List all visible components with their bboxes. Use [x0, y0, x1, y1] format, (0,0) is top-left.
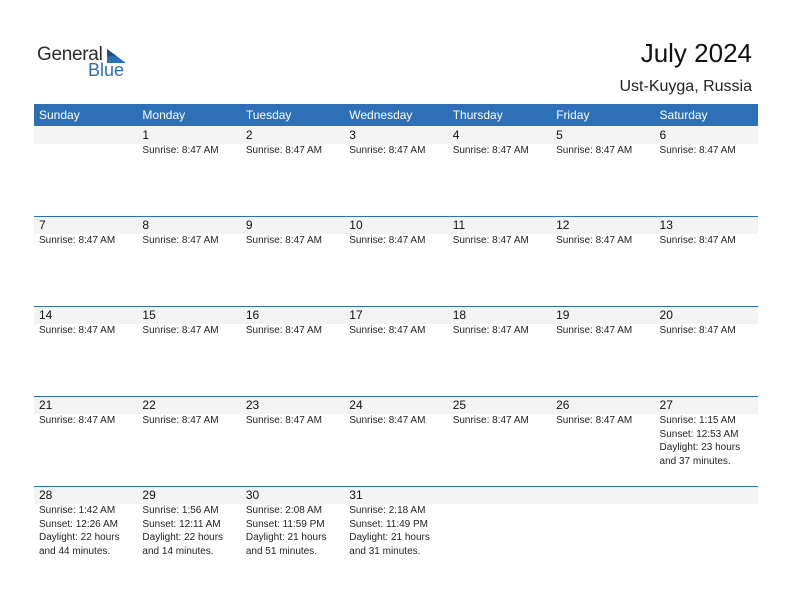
day-cell — [34, 216, 137, 306]
day-number: 30 — [245, 488, 260, 502]
day-cell — [137, 306, 240, 396]
sun-info-text: and 51 minutes. — [245, 545, 318, 557]
sun-info-text: Sunset: 12:53 AM — [659, 428, 739, 440]
day-number: 21 — [39, 398, 53, 412]
day-number: 10 — [349, 218, 363, 232]
day-number: 6 — [659, 128, 667, 142]
day-number: 4 — [452, 128, 460, 142]
day-cell — [34, 486, 137, 576]
weekday-tuesday: Tuesday — [245, 108, 292, 122]
sun-info-text: Sunrise: 8:47 AM — [39, 325, 116, 336]
day-cell — [241, 216, 344, 306]
day-cell — [448, 216, 551, 306]
logo-blue-text: Blue — [88, 60, 125, 80]
day-cell — [241, 306, 344, 396]
weekday-friday: Friday — [556, 108, 590, 122]
day-cell — [344, 126, 447, 216]
weekday-thursday: Thursday — [452, 108, 503, 122]
sun-info-text: Sunrise: 8:47 AM — [142, 415, 219, 426]
sun-info-text: Sunrise: 8:47 AM — [452, 235, 529, 246]
day-number: 12 — [556, 218, 570, 232]
calendar-week-row — [34, 216, 758, 306]
sun-info-text: Sunrise: 8:47 AM — [556, 235, 633, 246]
day-number: 1 — [142, 128, 150, 142]
day-number: 25 — [452, 398, 467, 412]
weekday-wednesday: Wednesday — [349, 108, 413, 122]
day-cell — [448, 396, 551, 486]
day-cell — [344, 306, 447, 396]
day-cell — [551, 396, 654, 486]
weekday-saturday: Saturday — [659, 108, 708, 122]
location-subtitle: Ust-Kuyga, Russia — [619, 78, 752, 95]
day-cell — [241, 126, 344, 216]
sun-info-text: Daylight: 22 hours — [142, 532, 224, 543]
day-cell — [551, 306, 654, 396]
day-number: 9 — [245, 218, 253, 232]
sun-info-text: Sunrise: 8:47 AM — [452, 145, 529, 156]
day-cell — [655, 396, 758, 486]
calendar — [34, 104, 758, 576]
day-number: 24 — [349, 398, 363, 412]
day-number: 31 — [349, 488, 363, 502]
page-title: July 2024 — [640, 38, 752, 68]
day-cell — [344, 216, 447, 306]
sun-info-text: Sunrise: 2:18 AM — [349, 505, 426, 516]
logo-general-text: General — [37, 44, 103, 65]
sun-info-text: Sunset: 12:26 AM — [39, 518, 118, 530]
sun-info-text: Sunrise: 8:47 AM — [142, 325, 219, 336]
day-number: 27 — [659, 398, 673, 412]
day-cell — [551, 216, 654, 306]
weekday-header — [34, 104, 758, 126]
day-number: 5 — [556, 128, 563, 142]
day-number: 8 — [142, 218, 150, 232]
empty-day-cell — [34, 126, 137, 216]
sun-info-text: Sunrise: 8:47 AM — [556, 415, 633, 426]
sun-info-text: Sunrise: 8:47 AM — [142, 145, 219, 156]
sun-info-text: and 44 minutes. — [39, 545, 111, 557]
calendar-week-row — [34, 486, 758, 576]
calendar-weeks — [34, 126, 758, 576]
sun-info-text: Sunrise: 8:47 AM — [39, 415, 116, 426]
sun-info-text: Sunrise: 8:47 AM — [349, 415, 426, 426]
day-cell — [655, 126, 758, 216]
day-cell — [655, 216, 758, 306]
day-cell — [137, 486, 240, 576]
day-cell — [34, 396, 137, 486]
sun-info-text: Sunset: 11:49 PM — [349, 518, 429, 530]
day-number: 11 — [452, 218, 466, 232]
day-number: 15 — [142, 308, 156, 322]
calendar-week-row — [34, 126, 758, 216]
sun-info-text: Sunrise: 8:47 AM — [349, 235, 426, 246]
day-cell — [448, 306, 551, 396]
sun-info-text: Sunrise: 1:15 AM — [659, 415, 736, 426]
day-cell — [137, 126, 240, 216]
day-cell — [655, 306, 758, 396]
day-cell — [241, 486, 344, 576]
sun-info-text: Daylight: 23 hours — [659, 442, 741, 453]
sun-info-text: Sunrise: 8:47 AM — [245, 235, 322, 246]
day-number: 29 — [142, 488, 156, 502]
day-number: 2 — [245, 128, 253, 142]
sun-info-text: Sunrise: 8:47 AM — [452, 325, 529, 336]
sun-info-text: Sunrise: 8:47 AM — [245, 325, 322, 336]
day-cell — [551, 126, 654, 216]
day-number: 18 — [452, 308, 467, 322]
day-number: 7 — [39, 218, 46, 232]
sun-info-text: Sunrise: 8:47 AM — [142, 235, 219, 246]
day-cell — [137, 396, 240, 486]
sun-info-text: Daylight: 21 hours — [245, 532, 327, 543]
calendar-week-row — [34, 396, 758, 486]
empty-day-cell — [655, 486, 758, 576]
day-number: 3 — [349, 128, 356, 142]
sun-info-text: Sunrise: 1:56 AM — [142, 505, 219, 516]
sun-info-text: Sunrise: 8:47 AM — [452, 415, 529, 426]
day-cell — [34, 306, 137, 396]
sun-info-text: Sunrise: 8:47 AM — [659, 325, 736, 336]
sun-info-text: Sunrise: 8:47 AM — [39, 235, 116, 246]
sun-info-text: Sunrise: 2:08 AM — [245, 505, 322, 516]
day-number: 26 — [556, 398, 570, 412]
sun-info-text: Sunset: 12:11 AM — [142, 518, 221, 530]
day-number: 14 — [39, 308, 53, 322]
sun-info-text: Sunset: 11:59 PM — [245, 518, 325, 530]
sun-info-text: Sunrise: 1:42 AM — [39, 505, 116, 516]
day-cell — [344, 396, 447, 486]
sun-info-text: and 37 minutes. — [659, 455, 731, 467]
sun-info-text: Sunrise: 8:47 AM — [245, 415, 322, 426]
day-number: 13 — [659, 218, 673, 232]
empty-day-cell — [551, 486, 654, 576]
day-number: 20 — [659, 308, 673, 322]
logo — [37, 44, 137, 84]
empty-day-cell — [448, 486, 551, 576]
sun-info-text: Sunrise: 8:47 AM — [659, 145, 736, 156]
weekday-sunday: Sunday — [39, 108, 80, 122]
calendar-week-row — [34, 306, 758, 396]
sun-info-text: Daylight: 22 hours — [39, 532, 120, 543]
day-number: 23 — [245, 398, 260, 412]
sun-info-text: Sunrise: 8:47 AM — [556, 325, 633, 336]
day-number: 22 — [142, 398, 156, 412]
day-number: 17 — [349, 308, 363, 322]
day-cell — [137, 216, 240, 306]
weekday-monday: Monday — [142, 108, 186, 122]
day-number: 28 — [39, 488, 53, 502]
day-cell — [344, 486, 447, 576]
sun-info-text: Sunrise: 8:47 AM — [245, 145, 322, 156]
sun-info-text: Sunrise: 8:47 AM — [349, 325, 426, 336]
day-number: 16 — [245, 308, 260, 322]
sun-info-text: Daylight: 21 hours — [349, 532, 430, 543]
sun-info-text: Sunrise: 8:47 AM — [659, 235, 736, 246]
day-number: 19 — [556, 308, 570, 322]
sun-info-text: and 31 minutes. — [349, 545, 421, 557]
day-cell — [241, 396, 344, 486]
sun-info-text: Sunrise: 8:47 AM — [556, 145, 633, 156]
sun-info-text: Sunrise: 8:47 AM — [349, 145, 426, 156]
day-cell — [448, 126, 551, 216]
sun-info-text: and 14 minutes. — [142, 545, 214, 557]
